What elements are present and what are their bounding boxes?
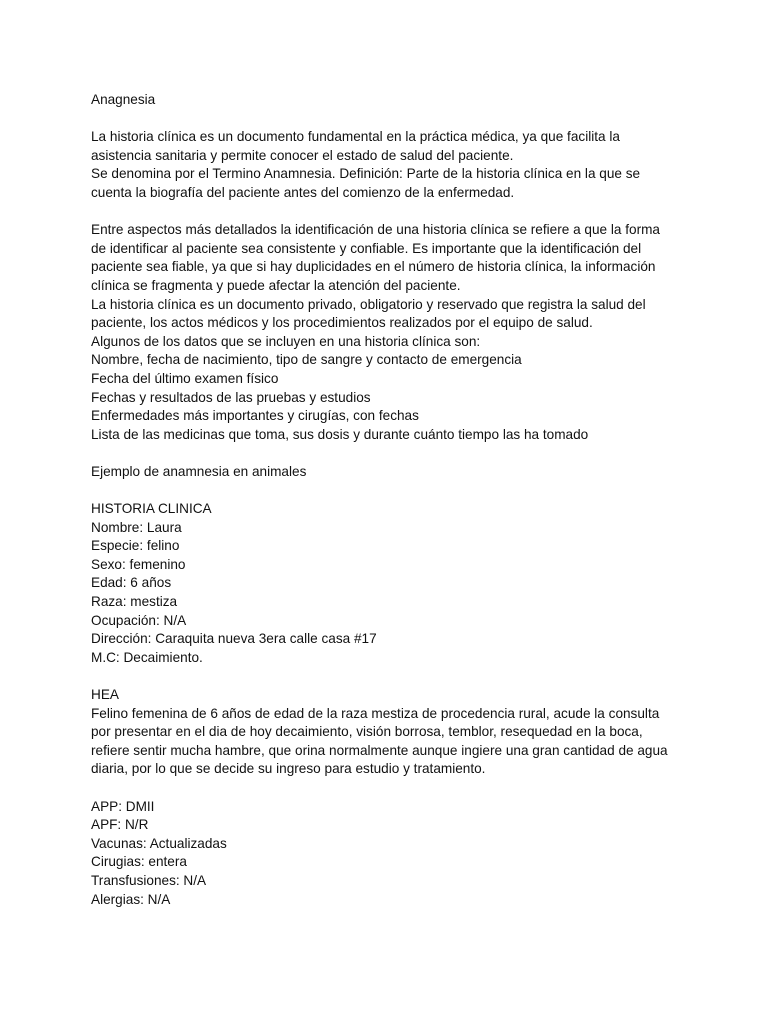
spacer [91, 444, 708, 463]
record-field: Dirección: Caraquita nueva 3era calle casa #17 [91, 631, 377, 647]
text-line: paciente sea fiable, ya que si hay duplicidades en el número de historia clínica, la información [91, 259, 656, 275]
record-field: APP: DMII [91, 798, 155, 814]
text-line: clínica se fragmenta y puede afectar la atención del paciente. [91, 277, 461, 293]
text-line: Entre aspectos más detallados la identificación de una historia clínica se refiere a que la forma [91, 222, 660, 238]
list-item: Lista de las medicinas que toma, sus dosis y durante cuánto tiempo las ha tomado [91, 426, 589, 442]
text-line: Algunos de los datos que se incluyen en una historia clínica son: [91, 333, 481, 349]
clinical-record [91, 500, 708, 667]
spacer [91, 203, 708, 222]
record-field: Nombre: Laura [91, 519, 182, 535]
record-field: APF: N/R [91, 817, 149, 833]
record-field: Edad: 6 años [91, 575, 172, 591]
hea-section [91, 686, 708, 779]
record-heading: HISTORIA CLINICA [91, 501, 212, 517]
document-title: Anagnesia [91, 92, 156, 107]
list-item: Enfermedades más importantes y cirugías, con fechas [91, 408, 419, 424]
record-field: Cirugias: entera [91, 854, 187, 870]
record-field: Ocupación: N/A [91, 612, 187, 628]
record-field: Transfusiones: N/A [91, 872, 207, 888]
text-line: refiere sentir mucha hambre, que orina normalmente aunque ingiere una gran cantidad de agua [91, 742, 668, 758]
record-field: Sexo: femenino [91, 556, 186, 572]
record-field: Especie: felino [91, 538, 180, 554]
text-line: por presentar en el dia de hoy decaimiento, visión borrosa, temblor, resequedad en la boca, [91, 724, 643, 740]
record-field: M.C: Decaimiento. [91, 649, 203, 665]
hea-heading: HEA [91, 687, 119, 702]
antecedents-section [91, 798, 708, 910]
text-line: Felino femenina de 6 años de edad de la raza mestiza de procedencia rural, acude la consulta [91, 705, 660, 721]
text-line: cuenta la biografía del paciente antes del comienzo de la enfermedad. [91, 184, 515, 200]
text-line: asistencia sanitaria y permite conocer el estado de salud del paciente. [91, 147, 514, 163]
intro-paragraph [91, 128, 708, 202]
record-field: Raza: mestiza [91, 594, 178, 610]
text-line: diaria, por lo que se decide su ingreso para estudio y tratamiento. [91, 761, 486, 777]
details-paragraph [91, 221, 708, 444]
text-line: Se denomina por el Termino Anamnesia. Definición: Parte de la historia clínica en la que se [91, 166, 641, 182]
list-item: Fechas y resultados de las pruebas y estudios [91, 389, 371, 405]
text-line: de identificar al paciente sea consistente y confiable. Es importante que la identificación del [91, 240, 642, 256]
spacer [91, 667, 708, 686]
example-heading: Ejemplo de anamnesia en animales [91, 463, 307, 479]
text-line: paciente, los actos médicos y los procedimientos realizados por el equipo de salud. [91, 315, 593, 331]
record-field: Vacunas: Actualizadas [91, 835, 227, 851]
text-line: La historia clínica es un documento fundamental en la práctica médica, ya que facilita la [91, 129, 620, 145]
list-item: Fecha del último examen físico [91, 370, 279, 386]
record-field: Alergias: N/A [91, 891, 171, 907]
text-line: La historia clínica es un documento privado, obligatorio y reservado que registra la salud del [91, 296, 646, 312]
spacer [91, 481, 708, 500]
spacer [91, 110, 708, 129]
list-item: Nombre, fecha de nacimiento, tipo de sangre y contacto de emergencia [91, 352, 522, 368]
spacer [91, 779, 708, 798]
